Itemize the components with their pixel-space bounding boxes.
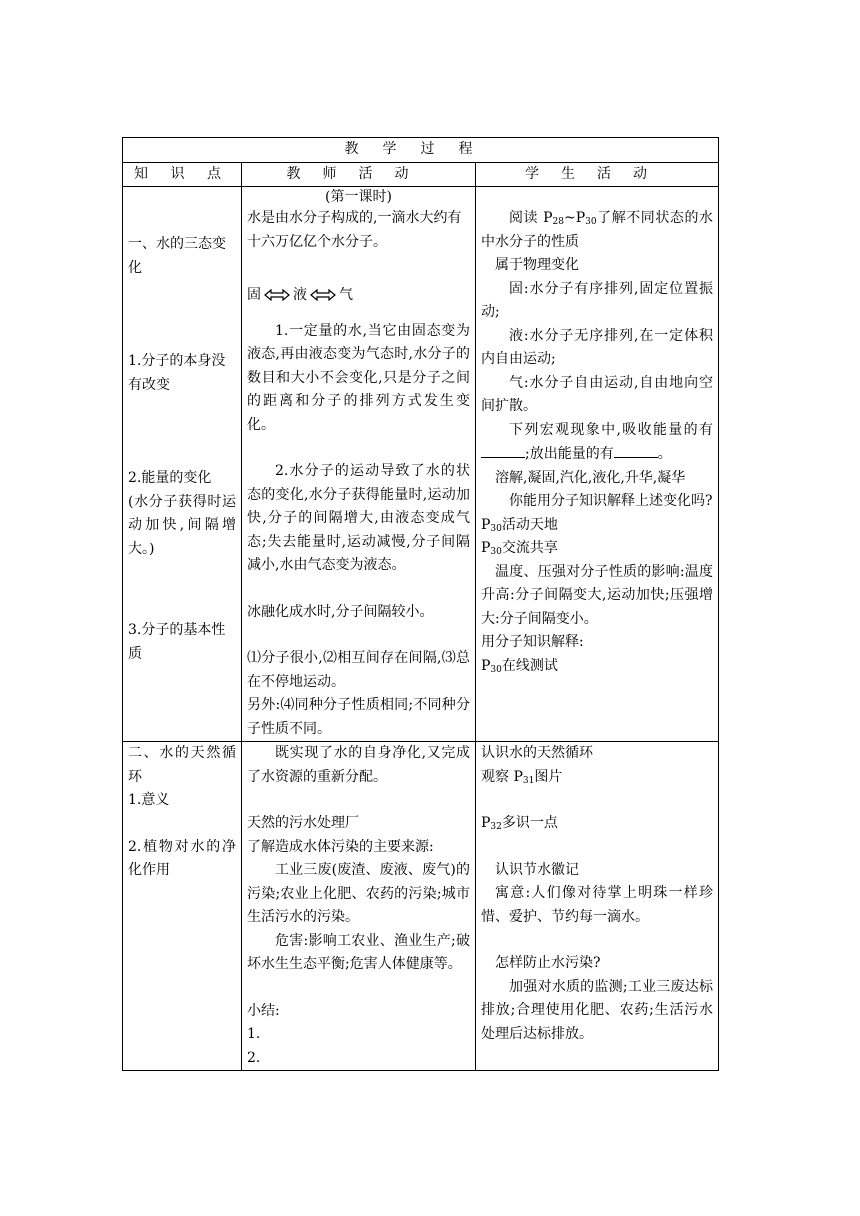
section2-knowledge-cell — [123, 742, 242, 1071]
teacher-summary: 小结: — [247, 1002, 280, 1019]
state-solid: 固 — [247, 287, 261, 303]
student-know-cycle: 认识水的天然循环 — [481, 745, 593, 761]
answer-blank — [614, 442, 658, 458]
teacher-point-5: 另外:⑷同种分子性质相同;不同种分子性质不同。 — [247, 697, 470, 737]
knowledge-energy-note: (水分子获得时运动加快,间隔增大。) — [128, 493, 236, 557]
knowledge-natural-cycle: 二、水的天然循环 — [128, 745, 236, 785]
header-teacher: 教师活动 — [242, 162, 476, 187]
student-question-2: 你能用分子知识解释上述变化吗? — [509, 493, 713, 509]
section2-teacher-cell — [242, 742, 476, 1071]
student-observe-picture: 观察 $P_{31}$图片 — [481, 768, 563, 786]
student-prevent-question: 怎样防止水污染? — [495, 955, 601, 971]
student-prevent-measures: 加强对水质的监测;工业三废达标排放;合理使用化肥、农药;生活污水处理后达标排放。 — [481, 978, 714, 1042]
student-activity-2: $P_{30}$交流共享 — [481, 540, 558, 557]
knowledge-basic-properties: 3.分子的基本性质 — [128, 622, 226, 662]
student-logo-meaning: 寓意:人们像对待掌上明珠一样珍惜、爱护、节约每一滴水。 — [481, 885, 714, 925]
lesson-process-table — [122, 137, 719, 1071]
section2-student-cell — [476, 742, 719, 1071]
teacher-point-2: 2.水分子的运动导致了水的状态的变化,水分子获得能量时,运动加快,分子的间隔增大,由液态变成气态;失去能量时,运动减慢,分子间隔减小,水由气态变为液态。 — [247, 463, 470, 573]
teacher-pollution-detail: 工业三废(废渣、废液、废气)的污染;农业上化肥、农药的污染;城市生活污水的污染。 — [247, 862, 470, 925]
student-more-knowledge: $P_{32}$多识一点 — [481, 815, 558, 832]
state-gas: 气 — [339, 287, 353, 303]
knowledge-plant-purification: 2.植物对水的净化作用 — [128, 838, 236, 878]
student-water-saving-logo: 认识节水徽记 — [495, 861, 579, 878]
teacher-sewage-plant: 天然的污水处理厂 — [247, 815, 359, 831]
table-title: 教学过程 — [123, 138, 719, 163]
summary-item-2: 2. — [247, 1049, 261, 1066]
student-gas: 气:水分子自由运动,自由地向空间扩散。 — [481, 374, 714, 414]
student-question-1: 下列宏观现象中,吸收能量的有;放出能量的有 。 — [481, 419, 713, 467]
knowledge-molecule-unchanged: 1.分子的本身没有改变 — [128, 353, 226, 393]
student-explain: 用分子知识解释: — [481, 634, 584, 650]
table-title-row — [123, 138, 719, 163]
student-reading: 阅读 $P_{28}\sim P_{30}$了解不同状态的水中水分子的性质 — [481, 210, 714, 250]
state-transition-line — [247, 284, 470, 308]
student-solid: 固:水分子有序排列,固定位置振动; — [481, 280, 714, 320]
student-physical-change: 属于物理变化 — [495, 257, 579, 273]
double-arrow-icon — [310, 289, 336, 301]
teacher-point-1: 1.一定量的水,当它由固态变为液态,再由液态变为气态时,水分子的数目和大小不会变化,只是分子之间的距离和分子的排列方式发生变化。 — [247, 322, 470, 433]
teacher-cycle-meaning: 既实现了水的自身净化,又完成了水资源的重新分配。 — [247, 745, 470, 785]
student-activity-1: $P_{30}$活动天地 — [481, 516, 558, 534]
teacher-point-3: 冰融化成水时,分子间隔较小。 — [247, 603, 434, 620]
summary-item-1: 1. — [247, 1026, 261, 1042]
state-liquid: 液 — [293, 287, 307, 303]
section2-row — [123, 742, 719, 1071]
section1-knowledge-cell — [123, 187, 242, 742]
knowledge-three-states: 一、水的三态变化 — [128, 236, 226, 276]
section1-teacher-cell — [242, 187, 476, 742]
period-label: (第一课时) — [325, 189, 392, 205]
header-row — [123, 162, 719, 187]
double-arrow-icon — [264, 289, 290, 301]
student-options: 溶解,凝固,汽化,液化,升华,凝华 — [495, 469, 686, 486]
student-online-test: $P_{30}$在线测试 — [481, 657, 558, 675]
teacher-harm: 危害:影响工农业、渔业生产;破坏水生生态平衡;危害人体健康等。 — [247, 932, 470, 972]
knowledge-energy-change: 2.能量的变化 — [128, 470, 212, 486]
student-temperature: 温度、压强对分子性质的影响:温度升高:分子间隔变大,运动加快;压强增大:分子间隔变小。 — [481, 563, 714, 627]
teacher-point-4: ⑴分子很小,⑵相互间存在间隔,⑶总在不停地运动。 — [247, 650, 470, 690]
header-student: 学生活动 — [476, 162, 719, 187]
teacher-intro: 水是由水分子构成的,一滴水大约有十六万亿亿个水分子。 — [247, 210, 462, 250]
section1-student-cell — [476, 187, 719, 742]
section1-row — [123, 187, 719, 742]
header-knowledge: 知 识 点 — [123, 162, 242, 187]
answer-blank — [481, 442, 525, 458]
teacher-pollution-sources: 了解造成水体污染的主要来源: — [247, 838, 434, 855]
student-liquid: 液:水分子无序排列,在一定体积内自由运动; — [481, 327, 714, 367]
knowledge-significance: 1.意义 — [128, 792, 170, 808]
